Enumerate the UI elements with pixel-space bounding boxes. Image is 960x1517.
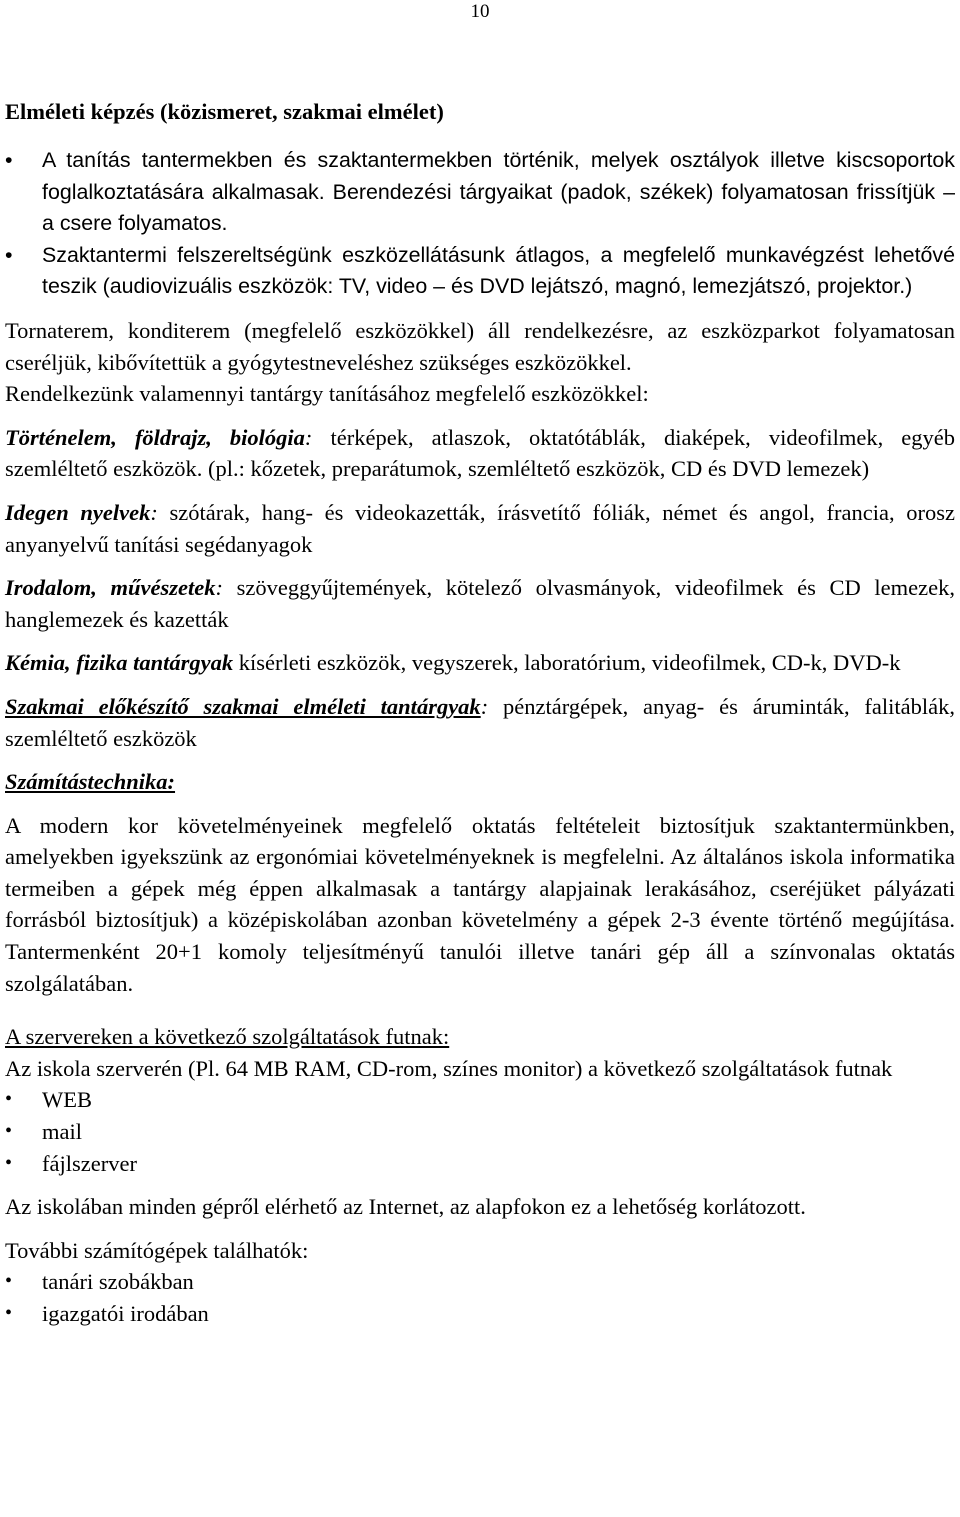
page-number: 10 <box>470 1 490 22</box>
subject-name: Történelem <box>5 424 112 450</box>
bullet-icon: • <box>5 1088 13 1111</box>
subject-text: szótárak, hang- és videokazetták, írásvetítő fóliák, német és angol, francia, orosz anyanyelvű tanítási segédanyagok <box>5 499 955 557</box>
subject-text: szöveggyűjtemények, kötelező olvasmányok, videofilmek és CD lemezek, hanglemezek és kazetták <box>5 575 955 632</box>
services-list <box>5 1084 955 1179</box>
bullet-icon: • <box>5 1302 13 1324</box>
paragraph-computing: A modern kor követelményeinek megfelelő oktatás feltételeit biztosítjuk szaktantermünkben, amelyekben igyekszünk az ergonómiai követelményeknek is megfelelni. Az általános iskola informatika termeiben a gépek még éppen alkalmasak a tantárgy alapjainak lerakásához, cseréjüket pályázati forrásból biztosítjuk) a középiskolában azonban követelmény a gépek 2-3 évente történő megújítása. Tantermenként 20+1 komoly teljesítményű tanulói illetve tanári gép áll a színvonalas oktatás szolgálatában. <box>5 812 955 996</box>
list-item <box>5 240 955 303</box>
servers-text: Az iskola szerverén (Pl. 64 MB RAM, CD-rom, színes monitor) a következő szolgáltatások futnak <box>5 1055 893 1081</box>
subject-literature-arts: Irodalom, művészetek: szöveggyűjtemények, kötelező olvasmányok, videofilmek és CD lemezek, hanglemezek és kazetták <box>5 575 955 632</box>
subject-vocational: Szakmai előkészítő szakmai elméleti tantárgyak: pénztárgépek, anyag- és áruminták, falitáblák, szemléltető eszközök <box>5 693 956 751</box>
bullet-icon: • <box>5 242 13 267</box>
list-item-text: A tanítás tantermekben és szaktantermekben történik, melyek osztályok illetve kiscsoportok foglalkoztatására alkalmasak. Berendezési tárgyaikat (padok, székek) folyamatosan frissítjük – a csere folyamatos. <box>42 148 955 236</box>
more-computers-heading: További számítógépek találhatók: <box>5 1237 309 1263</box>
subject-history-geography-biology: Történelem, földrajz, biológia: térképek, atlaszok, oktatótáblák, diaképek, videofilmek, egyéb szemléltető eszközök. (pl.: kőzetek, preparátumok, szemléltető eszközök, CD és DVD lemezek) <box>5 424 956 482</box>
subject-text: kísérleti eszközök, vegyszerek, laboratórium, videofilmek, CD-k, DVD-k <box>233 650 901 676</box>
bullet-icon: • <box>5 1120 13 1143</box>
list-item: • fájlszerver <box>5 1148 955 1180</box>
subject-languages: Idegen nyelvek: szótárak, hang- és videokazetták, írásvetítő fóliák, német és angol, francia, orosz anyanyelvű tanítási segédanyagok <box>5 499 955 557</box>
list-item: • WEB <box>5 1084 955 1116</box>
list-item: • igazgatói irodában <box>5 1298 955 1330</box>
more-computers-list <box>5 1266 955 1329</box>
page-content <box>5 96 955 1330</box>
internet-text: Az iskolában minden gépről elérhető az Internet, az alapfokon ez a lehetőség korlátozott. <box>5 1194 806 1220</box>
paragraph-rendelkezunk: Rendelkezünk valamennyi tantárgy tanításához megfelelő eszközökkel: <box>5 381 649 407</box>
list-item: • mail <box>5 1116 955 1148</box>
bullet-icon: • <box>5 1270 13 1293</box>
facilities-list <box>5 145 955 303</box>
computing-heading: Számítástechnika: <box>5 769 176 795</box>
subject-name: Kémia, fizika tantárgyak <box>5 650 234 676</box>
subject-name: Szakmai előkészítő szakmai elméleti tantárgyak <box>5 693 481 719</box>
bullet-icon: • <box>5 1151 13 1174</box>
subject-text: térképek, atlaszok, oktatótáblák, diaképek, videofilmek, egyéb szemléltető eszközök. (pl.: kőzetek, preparátumok, szemléltető eszközök, CD és DVD lemezek) <box>5 424 956 482</box>
section-heading: Elméleti képzés (közismeret, szakmai elmélet) <box>5 99 444 124</box>
subject-name: Idegen nyelvek <box>5 499 151 525</box>
list-item: • tanári szobákban <box>5 1266 955 1298</box>
subject-text: pénztárgépek, anyag- és áruminták, falitáblák, szemléltető eszközök <box>5 693 956 751</box>
servers-heading: A szervereken a következő szolgáltatások futnak: <box>5 1024 450 1050</box>
subject-name: Irodalom, művészetek <box>5 575 216 601</box>
list-item-text: Szaktantermi felszereltségünk eszközellátásunk átlagos, a megfelelő munkavégzést lehetővé teszik (audiovizuális eszközök: TV, video – és DVD lejátszó, magnó, lemezjátszó, projektor.) <box>42 242 955 299</box>
subject-chemistry-physics <box>5 647 955 679</box>
list-item <box>5 145 955 240</box>
paragraph-tornaterem: Tornaterem, konditerem (megfelelő eszközökkel) áll rendelkezésre, az eszközparkot folyamatosan cseréljük, kibővítettük a gyógytestneveléshez szükséges eszközökkel. <box>5 317 955 375</box>
bullet-icon: • <box>5 148 13 172</box>
